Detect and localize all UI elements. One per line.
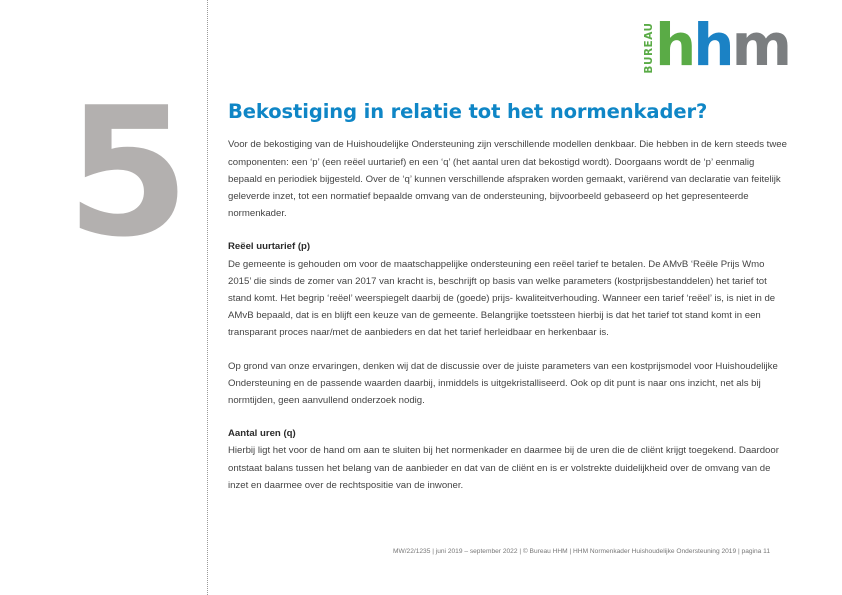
- intro-paragraph: Voor de bekostiging van de Huishoudelijke Ondersteuning zijn verschillende modellen denkbaar. Die hebben in de kern steeds twee componenten: een ‘p’ (een reëel uurtarief) en een ‘q’ (het aantal uren dat bekostigd wordt). Doorgaans wordt de ‘p’ eenmalig bepaald en periodiek bijgesteld. Over de ‘q’ kunnen verschillende afspraken worden gemaakt, variërend van declaratie van feitelijk geleverde inzet, tot een normatief bepaalde omvang van de ondersteuning, bijvoorbeeld gebaseerd op het gepresenteerde normenkader.: [228, 139, 787, 220]
- section-heading: Reëel uurtarief (p): [228, 241, 311, 253]
- section-reeel-uurtarief: [228, 238, 788, 409]
- page-footer: MW/22/1235 | juni 2019 – september 2022 | © Bureau HHM | HHM Normenkader Huishoudelijke Ondersteuning 2019 | pagina 11: [392, 548, 770, 555]
- logo-bureau-text: BUREAU: [643, 22, 655, 74]
- page-title: Bekostiging in relatie tot het normenkader?: [228, 100, 708, 123]
- logo-letter-h-blue: h: [693, 11, 732, 79]
- main-content: [228, 100, 788, 494]
- vertical-divider: [207, 0, 208, 595]
- section-heading: Aantal uren (q): [228, 428, 296, 440]
- section-paragraph: Hierbij ligt het voor de hand om aan te sluiten bij het normenkader en daarmee bij de uren die de cliënt krijgt toegekend. Daardoor ontstaat balans tussen het belang van de aanbieder en dat van de cliënt en is er volstrekte duidelijkheid over de omvang van de inzet en daarmee over de rechtspositie van de inwoner.: [228, 445, 779, 491]
- chapter-number: 5: [66, 69, 186, 276]
- logo-letter-h-green: h: [655, 11, 694, 79]
- bureau-hhm-logo: [643, 11, 790, 80]
- logo-hhm-letters: [655, 11, 790, 79]
- section-aantal-uren: [228, 425, 788, 494]
- section-paragraph: De gemeente is gehouden om voor de maatschappelijke ondersteuning een reëel tarief te betalen. De AMvB ‘Reële Prijs Wmo 2015’ die sinds de zomer van 2017 van kracht is, beschrijft op basis van welke parameters (kostprijsbestanddelen) het tarief tot stand komt. Het begrip ‘reëel’ weerspiegelt daarbij de (goede) prijs- kwaliteitverhouding. Wanneer een tarief ‘reëel’ is, is niet in de AMvB bepaald, dat is en blijft een keuze van de gemeente. Belangrijke toetssteen hierbij is dat het tarief tot stand komt in een transparant proces naar/met de aanbieders en dat het tarief herleidbaar en herkenbaar is.: [228, 258, 776, 339]
- section-paragraph: Op grond van onze ervaringen, denken wij dat de discussie over de juiste parameters van een kostprijsmodel voor Huishoudelijke Ondersteuning en de passende waarden daarbij, inmiddels is uitgekristalliseerd. Ook op dit punt is naar ons inzicht, net als bij normtijden, geen aanvullend onderzoek nodig.: [228, 360, 778, 407]
- logo-letter-m-gray: m: [731, 11, 790, 79]
